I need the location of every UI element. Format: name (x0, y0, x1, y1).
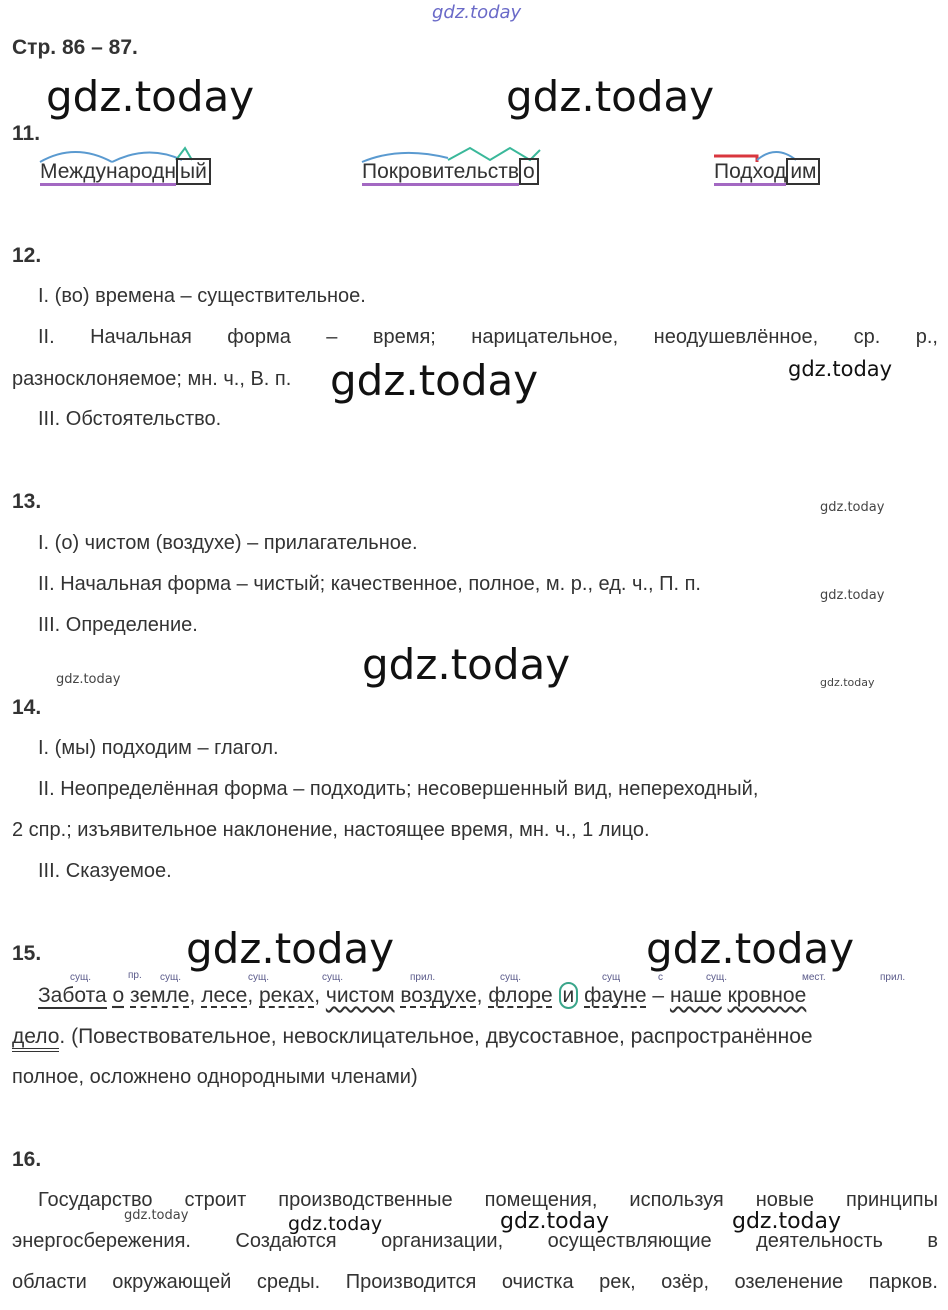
comma: , (189, 984, 196, 1007)
pos-label: мест. (802, 972, 826, 983)
watermark: gdz.today (732, 1209, 842, 1234)
task-14-number: 14. (12, 696, 42, 719)
task-13-line-2: II. Начальная форма – чистый; качественное, полное, м. р., ед. ч., П. п. (38, 573, 701, 595)
page-title: Стр. 86 – 87. (12, 36, 138, 59)
task-15-line-2 (12, 1025, 813, 1049)
word: чистом (325, 984, 395, 1007)
word: флоре (488, 984, 553, 1007)
comma: , (247, 984, 254, 1007)
task-16-line-3: области окружающей среды. Производится очистка рек, озёр, озеленение парков. (12, 1271, 938, 1293)
task-12-number: 12. (12, 244, 42, 267)
word: о (112, 984, 125, 1007)
word-3-ending: им (786, 158, 820, 185)
pos-label: сущ. (248, 972, 270, 983)
task-13-number: 13. (12, 490, 42, 513)
task-11-number: 11. (12, 122, 41, 145)
watermark: gdz.today (820, 588, 885, 603)
watermark: gdz.today (362, 640, 571, 689)
task-15-line-2-rest: . (Повествовательное, невосклицательное, двусоставное, распространённое (59, 1025, 813, 1048)
task-15-number: 15. (12, 942, 42, 965)
subject-word: Забота (38, 984, 107, 1007)
task-16-line-2: энергосбережения. Создаются организации, осуществляющие деятельность в (12, 1230, 938, 1252)
task-15-line-3: полное, осложнено однородными членами) (12, 1066, 418, 1088)
word-3-root: Подход (714, 160, 786, 186)
watermark: gdz.today (288, 1213, 383, 1235)
word: кровное (727, 984, 807, 1007)
word: воздухе (400, 984, 477, 1007)
pos-label: сущ. (322, 972, 344, 983)
word-1-root: Международн (40, 160, 176, 186)
word: реках (259, 984, 315, 1007)
task-15-line-1 (38, 984, 806, 1008)
task-12-line-4: III. Обстоятельство. (38, 408, 222, 430)
task-14-line-2: II. Неопределённая форма – подходить; несовершенный вид, непереходный, (38, 778, 759, 800)
watermark: gdz.today (500, 1209, 610, 1234)
word: лесе (201, 984, 248, 1007)
pos-label: сущ. (706, 972, 728, 983)
pos-label: с (658, 972, 663, 983)
watermark-top: gdz.today (432, 2, 522, 23)
watermark: gdz.today (56, 672, 121, 687)
task-12-line-1: I. (во) времена – существительное. (38, 285, 366, 307)
watermark: gdz.today (186, 924, 395, 973)
morpheme-word-3 (714, 160, 820, 184)
morpheme-word-1 (40, 160, 211, 184)
task-16-number: 16. (12, 1148, 42, 1171)
task-14-line-1: I. (мы) подходим – глагол. (38, 737, 279, 759)
task-16-line-1: Государство строит производственные помещения, используя новые принципы (38, 1189, 938, 1211)
pos-label: прил. (410, 972, 436, 983)
pos-label: сущ. (70, 972, 92, 983)
pos-label: сущ. (160, 972, 182, 983)
watermark: gdz.today (124, 1208, 189, 1223)
comma: , (476, 984, 483, 1007)
watermark: gdz.today (788, 357, 893, 381)
task-14-line-3: 2 спр.; изъявительное наклонение, настоящее время, мн. ч., 1 лицо. (12, 819, 650, 841)
comma: , (314, 984, 321, 1007)
word-1-ending: ый (176, 158, 211, 185)
task-12-line-3: разносклоняемое; мн. ч., В. п. (12, 368, 292, 390)
pos-label: прил. (880, 972, 906, 983)
word: наше (669, 984, 722, 1007)
word-2-ending: о (519, 158, 539, 185)
watermark: gdz.today (506, 72, 715, 121)
predicate-word: дело (12, 1025, 59, 1052)
pos-label: пр. (128, 970, 142, 981)
watermark: gdz.today (820, 676, 875, 689)
task-13-line-1: I. (о) чистом (воздухе) – прилагательное. (38, 532, 418, 554)
pos-label: сущ (602, 972, 621, 983)
task-14-line-4: III. Сказуемое. (38, 860, 172, 882)
word: земле (130, 984, 190, 1007)
task-13-line-3: III. Определение. (38, 614, 198, 636)
watermark: gdz.today (330, 356, 539, 405)
word-2-root: Покровительств (362, 160, 519, 186)
dash: – (652, 984, 665, 1007)
watermark: gdz.today (820, 500, 885, 515)
conjunction-circled: и (559, 982, 579, 1009)
task-12-line-2: II. Начальная форма – время; нарицательное, неодушевлённое, ср. р., (38, 326, 938, 348)
morpheme-word-2 (362, 160, 539, 184)
word: фауне (584, 984, 647, 1007)
watermark: gdz.today (646, 924, 855, 973)
watermark: gdz.today (46, 72, 255, 121)
pos-label: сущ. (500, 972, 522, 983)
